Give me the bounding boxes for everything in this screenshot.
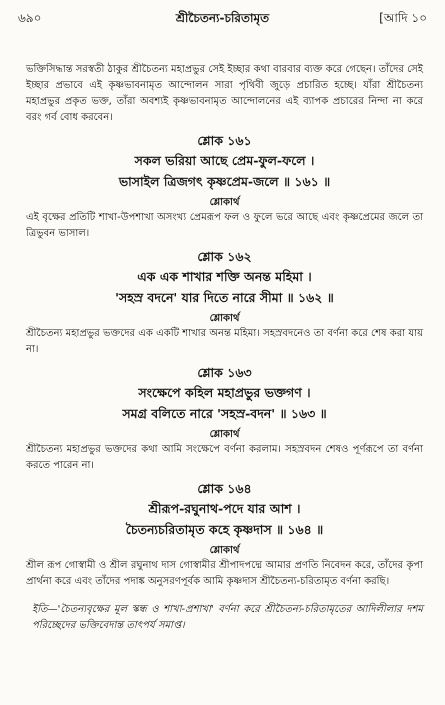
verse-line: সকল ভরিয়া আছে প্রেম-ফুল-ফলে । [134,153,315,168]
verse-heading: শ্লোক ১৬২ [197,249,252,264]
translation-text: শ্রীচৈতন্য মহাপ্রভুর ভক্তদের এক একটি শাখার অনন্ত মহিমা। সহস্রবদনেও তা বর্ণনা করে শেষ করা যায় না। [26,328,423,355]
verse-line: সমগ্র বলিতে নারে 'সহস্র-বদন' ॥ ১৬৩ ॥ [122,406,327,421]
chapter-ref: [আদি ১০ [379,11,427,25]
translation-heading: শ্লোকার্থ [209,313,240,324]
verse-162 [26,248,423,358]
translation-text: এই বৃক্ষের প্রতিটি শাখা-উপশাখা অসংখ্য প্রেমরূপ ফল ও ফুলে ভরে আছে এবং কৃষ্ণপ্রেমের জলে তা ত্রিভুবন ভাসাল। [26,212,423,239]
verse-heading: শ্লোক ১৬৪ [197,481,252,496]
translation-text: শ্রীল রূপ গোস্বামী ও শ্রীল রঘুনাথ দাস গোস্বামীর শ্রীপাদপদ্মে আমার প্রণতি নিবেদন করে, তাঁদের কৃপা প্রার্থনা করে এবং তাঁদের পদাঙ্ক অনুসরণপূর্বক আমি কৃষ্ণদাস শ্রীচৈতন্য-চরিতামৃত বর্ণনা করছি। [26,560,423,587]
verse-161 [26,132,423,242]
translation-heading: শ্লোকার্থ [209,429,240,440]
translation-heading: শ্লোকার্থ [209,545,240,556]
page-body [26,62,423,644]
verse-163 [26,364,423,474]
verse-line: এক এক শাখার শক্তি অনন্ত মহিমা । [137,269,312,284]
verse-line: ভাসাইল ত্রিজগৎ কৃষ্ণপ্রেম-জলে ॥ ১৬১ ॥ [118,174,331,189]
intro-paragraph: ভক্তিসিদ্ধান্ত সরস্বতী ঠাকুর শ্রীচৈতন্য মহাপ্রভুর সেই ইচ্ছার কথা বারবার ব্যক্ত করে গেছেন। তাঁদের সেই ইচ্ছার প্রভাবে এই কৃষ্ণভাবনামৃত আন্দোলন সারা পৃথিবী জুড়ে প্রচারিত হচ্ছে। যাঁরা শ্রীচৈতন্য মহাপ্রভুর প্রকৃত ভক্ত, তাঁরা অবশ্যই কৃষ্ণভাবনামৃত আন্দোলনের এই ব্যাপক প্রচারের নিন্দা না করে বরং গর্ব বোধ করবেন। [26,64,423,123]
page-number: ৬৯০ [18,11,42,25]
chapter-closing-note: ইতি—'চৈতন্যবৃক্ষের মূল স্কন্ধ ও শাখা-প্রশাখা' বর্ণনা করে শ্রীচৈতন্য-চরিতামৃতের আদিলীলার দশম পরিচ্ছেদের ভক্তিবেদান্ত তাৎপর্য সমাপ্ত। [32,604,423,631]
verse-heading: শ্লোক ১৬১ [197,133,252,148]
translation-heading: শ্লোকার্থ [209,197,240,208]
running-title: শ্রীচৈতন্য-চরিতামৃত [175,11,270,25]
verse-line: শ্রীরূপ-রঘুনাথ-পদে যার আশ । [148,501,301,516]
verse-line: সংক্ষেপে কহিল মহাপ্রভুর ভক্তগণ । [138,385,311,400]
verse-heading: শ্লোক ১৬৩ [197,365,252,380]
page-header [18,10,427,30]
verse-line: চৈতন্যচরিতামৃত কহে কৃষ্ণদাস ॥ ১৬৪ ॥ [125,522,324,537]
verse-164 [26,480,423,590]
translation-text: শ্রীচৈতন্য মহাপ্রভুর ভক্তদের কথা আমি সংক্ষেপে বর্ণনা করলাম। সহস্রবদন শেষও পূর্ণরূপে তা বর্ণনা করতে পারেন না। [26,444,423,471]
verse-line: 'সহস্র বদনে' যার দিতে নারে সীমা ॥ ১৬২ ॥ [115,290,334,305]
